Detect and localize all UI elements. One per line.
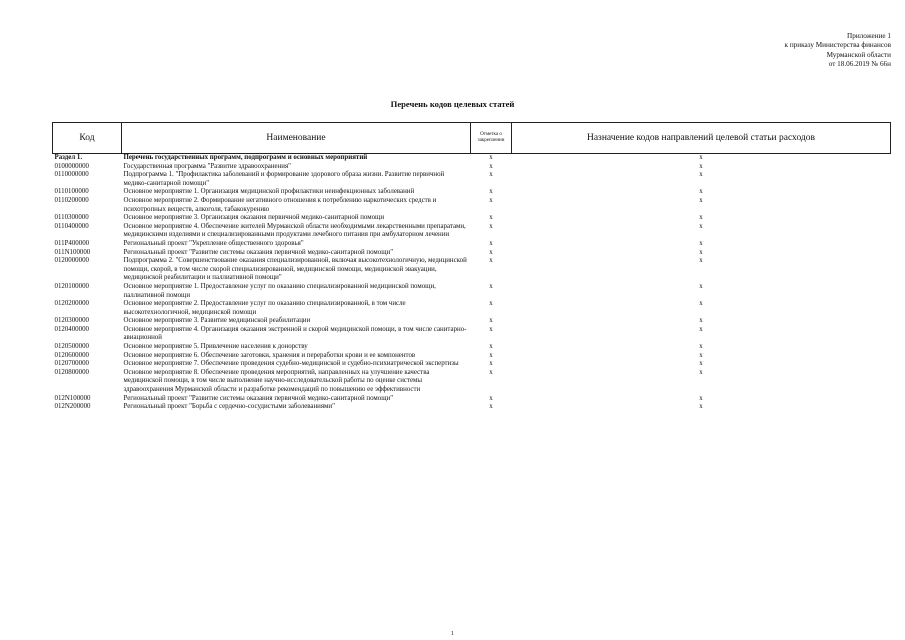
table-row bbox=[53, 395, 891, 404]
header-code: Код bbox=[53, 123, 122, 154]
row-flag: х bbox=[489, 171, 493, 179]
row-name: Государственная программа "Развитие здравоохранения" bbox=[123, 162, 291, 170]
row-flag: х bbox=[489, 368, 493, 376]
row-name: Основное мероприятие 5. Привлечение населения к донорству bbox=[123, 343, 308, 351]
row-code: 0120000000 bbox=[54, 257, 89, 265]
table-row bbox=[53, 197, 891, 214]
row-code: 011N100000 bbox=[54, 248, 91, 256]
row-flag: х bbox=[489, 343, 493, 351]
appendix-line-2: к приказу Министерства финансов bbox=[784, 41, 891, 50]
row-flag: х bbox=[489, 162, 493, 170]
table-row bbox=[53, 369, 891, 395]
row-code: 012N100000 bbox=[54, 394, 91, 402]
header-directions: Назначение кодов направлений целевой статьи расходов bbox=[512, 123, 891, 154]
row-flag: х bbox=[489, 351, 493, 359]
row-name: Основное мероприятие 2. Предоставление услуг по оказанию специализированной, в том числе высокотехнологичной, медицинской помощи bbox=[123, 300, 406, 316]
table-row bbox=[53, 240, 891, 249]
row-flag: х bbox=[489, 196, 493, 204]
table-row bbox=[53, 171, 891, 188]
row-direction: х bbox=[699, 360, 703, 368]
table-row bbox=[53, 326, 891, 343]
row-flag: х bbox=[489, 403, 493, 411]
row-direction: х bbox=[699, 239, 703, 247]
row-name: Подпрограмма 2. "Совершенствование оказания специализированной, включая высокотехнологичную, медицинской помощи, скорой, в том числе скорой специализированной, медицинской помощи, медицинской эвакуации, медицинской реабилитации и паллиативной помощи" bbox=[123, 257, 467, 282]
row-name: Региональный проект "Борьба с сердечно-сосудистыми заболеваниями" bbox=[123, 403, 335, 411]
row-flag: х bbox=[489, 282, 493, 290]
row-code: 0110000000 bbox=[54, 171, 89, 179]
table-row bbox=[53, 188, 891, 197]
row-direction: х bbox=[699, 154, 703, 161]
row-direction: х bbox=[699, 351, 703, 359]
row-code: 0120700000 bbox=[54, 360, 89, 368]
table-row bbox=[53, 223, 891, 240]
row-name: Основное мероприятие 8. Обеспечение проведения мероприятий, направленных на улучшение качества медицинской помощи, в том числе выполнение научно-исследовательской работы по оценке системы здравоохранения Мурманской области и разработке рекомендаций по повышению ее эффективности bbox=[123, 368, 430, 394]
row-name: Основное мероприятие 1. Организация медицинской профилактики неинфекционных заболеваний bbox=[123, 188, 415, 196]
row-name: Основное мероприятие 7. Обеспечение проведения судебно-медицинской и судебно-психиатрической экспертизы bbox=[123, 360, 459, 368]
table-body bbox=[53, 154, 891, 412]
row-code: 0120200000 bbox=[54, 300, 89, 308]
table-header-row bbox=[53, 123, 891, 154]
row-flag: х bbox=[489, 325, 493, 333]
row-flag: х bbox=[489, 360, 493, 368]
row-direction: х bbox=[699, 222, 703, 230]
row-flag: х bbox=[489, 317, 493, 325]
header-flag: Отметка о закреплении bbox=[471, 123, 512, 154]
row-flag: х bbox=[489, 222, 493, 230]
row-code: 0110300000 bbox=[54, 214, 89, 222]
row-name: Основное мероприятие 4. Организация оказания экстренной и скорой медицинской помощи, в том числе санитарно-авиационной bbox=[123, 325, 467, 342]
row-name: Основное мероприятие 4. Обеспечение жителей Мурманской области необходимыми лекарственными препаратами, медицинскими изделиями и специализированными продуктами лечебного питания при амбулаторном лечении bbox=[123, 222, 466, 239]
page-number: 1 bbox=[451, 631, 454, 637]
section-row bbox=[53, 154, 891, 163]
row-name: Основное мероприятие 2. Формирование негативного отношения к потреблению наркотических средств и психотропных веществ, алкоголя, табакокурению bbox=[123, 196, 437, 213]
row-direction: х bbox=[699, 171, 703, 179]
row-code: 0120400000 bbox=[54, 325, 89, 333]
row-code: 0120100000 bbox=[54, 282, 89, 290]
row-name: Основное мероприятие 3. Организация оказания первичной медико-санитарной помощи bbox=[123, 214, 385, 222]
table-row bbox=[53, 283, 891, 300]
row-name: Основное мероприятие 3. Развитие медицинской реабилитации bbox=[123, 317, 311, 325]
row-code: 0110400000 bbox=[54, 222, 89, 230]
row-direction: х bbox=[699, 300, 703, 308]
row-name: Основное мероприятие 1. Предоставление услуг по оказанию специализированной медицинской помощи, паллиативной помощи bbox=[123, 282, 436, 299]
table-row bbox=[53, 257, 891, 283]
row-direction: х bbox=[699, 317, 703, 325]
appendix-line-4: от 18.06.2019 № 66н bbox=[828, 60, 891, 69]
row-direction: х bbox=[699, 394, 703, 402]
row-flag: х bbox=[489, 300, 493, 308]
table-row bbox=[53, 343, 891, 352]
row-direction: х bbox=[699, 162, 703, 170]
row-code: 0110200000 bbox=[54, 196, 89, 204]
table-row bbox=[53, 249, 891, 258]
row-flag: х bbox=[489, 239, 493, 247]
target-codes-table bbox=[52, 122, 891, 412]
row-direction: х bbox=[699, 368, 703, 376]
row-name: Региональный проект "Развитие системы оказания первичной медико-санитарной помощи" bbox=[123, 394, 394, 402]
row-direction: х bbox=[699, 403, 703, 411]
row-flag: х bbox=[489, 394, 493, 402]
row-code: 0120600000 bbox=[54, 351, 89, 359]
table-row bbox=[53, 403, 891, 412]
row-code: 0100000000 bbox=[54, 162, 89, 170]
row-code: 011P400000 bbox=[54, 239, 90, 247]
row-name: Региональный проект "Развитие системы оказания первичной медико-санитарной помощи" bbox=[123, 248, 394, 256]
appendix-note bbox=[785, 32, 891, 70]
document-title: Перечень кодов целевых статей bbox=[390, 99, 515, 109]
row-direction: х bbox=[699, 257, 703, 265]
row-direction: х bbox=[699, 343, 703, 351]
table-row bbox=[53, 163, 891, 172]
row-code: 0120300000 bbox=[54, 317, 89, 325]
row-name: Подпрограмма 1. "Профилактика заболеваний и формирование здорового образа жизни. Развитие первичной медико-санитарной помощи" bbox=[123, 171, 445, 187]
row-direction: х bbox=[699, 214, 703, 222]
row-code: 0110100000 bbox=[54, 188, 89, 196]
row-code: 0120500000 bbox=[54, 343, 89, 351]
row-direction: х bbox=[699, 248, 703, 256]
appendix-line-3: Мурманской области bbox=[826, 50, 891, 59]
table-row bbox=[53, 214, 891, 223]
row-code: 0120800000 bbox=[54, 368, 89, 376]
table-row bbox=[53, 360, 891, 369]
row-direction: х bbox=[699, 196, 703, 204]
row-code: 012N200000 bbox=[54, 403, 91, 411]
row-flag: х bbox=[489, 188, 493, 196]
row-direction: х bbox=[699, 282, 703, 290]
table-row bbox=[53, 352, 891, 361]
row-direction: х bbox=[699, 188, 703, 196]
row-name: Региональный проект "Укрепление общественного здоровья" bbox=[123, 239, 304, 247]
row-name: Перечень государственных программ, подпрограмм и основных мероприятий bbox=[123, 154, 368, 161]
row-direction: х bbox=[699, 325, 703, 333]
table-row bbox=[53, 317, 891, 326]
appendix-line-1: Приложение 1 bbox=[847, 32, 891, 40]
header-name: Наименование bbox=[122, 123, 471, 154]
row-name: Основное мероприятие 6. Обеспечение заготовки, хранения и переработки крови и ее компонентов bbox=[123, 351, 416, 359]
row-flag: х bbox=[489, 248, 493, 256]
row-flag: х bbox=[489, 214, 493, 222]
row-flag: х bbox=[489, 154, 493, 161]
row-code: Раздел 1. bbox=[54, 154, 83, 161]
row-flag: х bbox=[489, 257, 493, 265]
table-row bbox=[53, 300, 891, 317]
